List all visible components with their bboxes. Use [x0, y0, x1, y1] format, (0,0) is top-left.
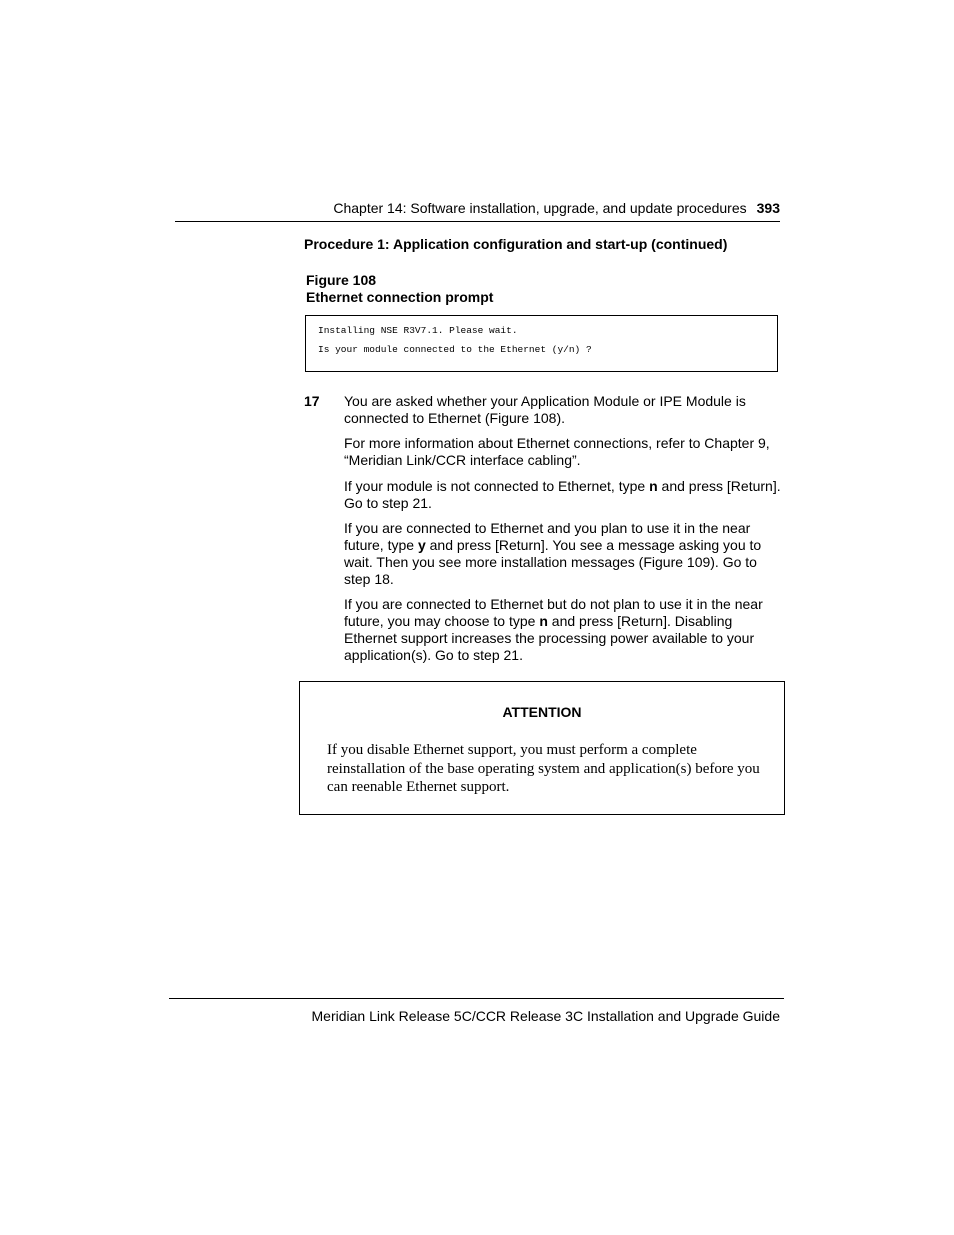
key-letter: n [649, 478, 658, 494]
step-paragraph [344, 596, 784, 664]
page-number: 393 [756, 200, 780, 216]
figure-number: Figure 108 [306, 272, 377, 288]
key-letter: y [417, 537, 426, 553]
attention-box [299, 681, 785, 815]
text-run: If you are connected to Ethernet and you plan to use it in the near future, type [344, 520, 751, 553]
text-run: If you are connected to Ethernet but do not plan to use it in the near future, you may choose to type [344, 596, 763, 629]
text-run: and press [Return]. Disabling Ethernet support increases the processing power available to your application(s). Go to step 21. [344, 613, 755, 663]
figure-title: Ethernet connection prompt [306, 289, 494, 305]
terminal-line: Installing NSE R3V7.1. Please wait. [318, 325, 518, 336]
attention-title: ATTENTION [502, 704, 582, 720]
key-letter: n [539, 613, 548, 629]
running-header [333, 200, 780, 216]
text-run: and press [Return]. You see a message asking you to wait. Then you see more installation messages (Figure 109). Go to step 18. [344, 537, 762, 587]
footer-rule [169, 998, 784, 999]
step-paragraph: For more information about Ethernet connections, refer to Chapter 9, “Meridian Link/CCR interface cabling”. [344, 435, 770, 468]
chapter-title: Chapter 14: Software installation, upgrade, and update procedures [333, 200, 747, 216]
step-paragraph [344, 478, 784, 512]
step-paragraph: You are asked whether your Application Module or IPE Module is connected to Ethernet (Figure 108). [344, 393, 746, 426]
text-run: and press [Return]. Go to step 21. [344, 478, 781, 511]
terminal-output-box [305, 315, 778, 372]
text-run: If your module is not connected to Ethernet, type [344, 478, 650, 494]
procedure-title: Procedure 1: Application configuration and start-up (continued) [304, 236, 728, 252]
step-number: 17 [304, 393, 320, 409]
terminal-line: Is your module connected to the Ethernet (y/n) ? [318, 344, 592, 355]
attention-body: If you disable Ethernet support, you must perform a complete reinstallation of the base operating system and application(s) before you can reenable Ethernet support. [327, 742, 760, 795]
step-paragraph [344, 520, 784, 588]
footer-title: Meridian Link Release 5C/CCR Release 3C Installation and Upgrade Guide [311, 1008, 780, 1024]
header-rule [175, 221, 780, 222]
